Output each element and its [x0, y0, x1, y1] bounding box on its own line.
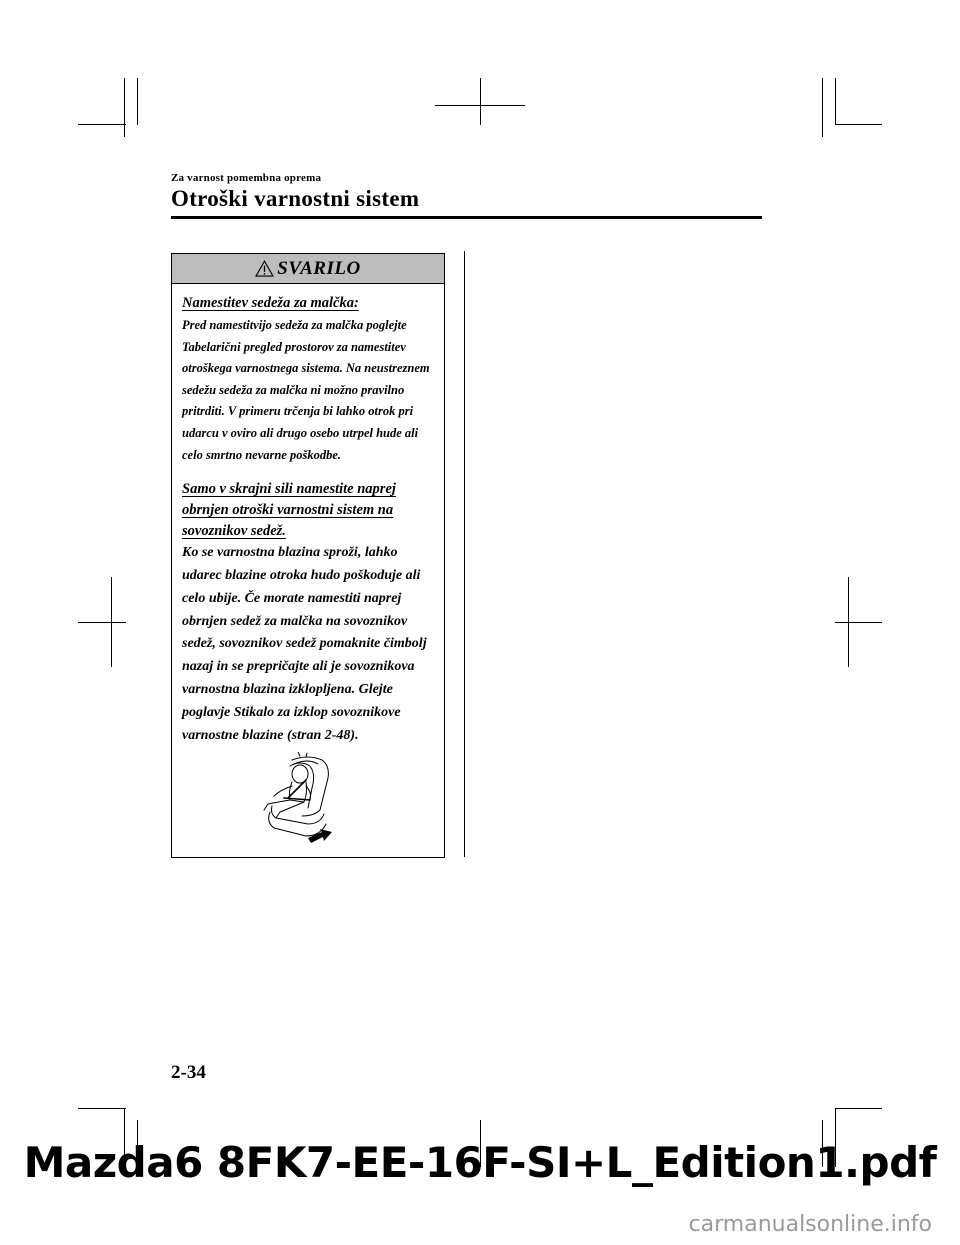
warning-paragraph: Ko se varnostna blazina sproži, lahko udarec blazine otroka hudo poškoduje ali celo ubije. Če morate namestiti naprej obrnjen sedež za malčka na sovoznikov sedež, sovoznikov sedež pomaknite čimbolj nazaj in se prepričajte ali je sovoznikova varnostna blazina izklopljena. Glejte poglavje Stikalo za izklop sovoznikove varnostne blazine (stran 2-48).: [182, 545, 427, 743]
crop-mark: [835, 1108, 882, 1109]
crop-mark: [480, 78, 481, 125]
title-rule: [171, 216, 762, 219]
footer-file-name: Mazda6 8FK7-EE-16F-SI+L_Edition1.pdf: [23, 1138, 937, 1187]
warning-triangle-icon: [255, 260, 274, 277]
section-label: Za varnost pomembna oprema: [171, 172, 322, 184]
warning-subheading: Namestitev sedeža za malčka:: [182, 295, 359, 311]
crop-mark: [78, 1108, 126, 1109]
column-divider: [464, 251, 465, 857]
crop-mark: [835, 124, 882, 125]
crop-mark: [124, 78, 125, 137]
warning-title: SVARILO: [277, 257, 361, 279]
warning-paragraph: Pred namestitvijo sedeža za malčka poglejte Tabelarični pregled prostorov za namestitev otroškega varnostnega sistema. Na neustreznem sedežu sedeža za malčka ni možno pravilno pritrditi. V primeru trčenja bi lahko otrok pri udarcu v oviro ali drugo osebo utrpel hude ali celo smrtno nevarne poškodbe.: [182, 318, 430, 462]
watermark: carmanualsonline.info: [688, 1212, 932, 1237]
warning-body: [172, 284, 444, 747]
crop-mark: [822, 78, 823, 137]
crop-mark: [137, 78, 138, 125]
child-seat-illustration: [250, 752, 340, 847]
crop-mark: [78, 622, 126, 623]
crop-mark: [835, 622, 882, 623]
warning-subheading: Samo v skrajni sili namestite naprej obrnjen otroški varnostni sistem na sovoznikov sedež.: [182, 481, 396, 540]
warning-header: [172, 254, 444, 284]
crop-mark: [78, 124, 126, 125]
crop-mark: [435, 105, 525, 106]
crop-mark: [835, 78, 836, 125]
page-title: Otroški varnostni sistem: [171, 186, 420, 211]
page-number: 2-34: [171, 1062, 206, 1083]
